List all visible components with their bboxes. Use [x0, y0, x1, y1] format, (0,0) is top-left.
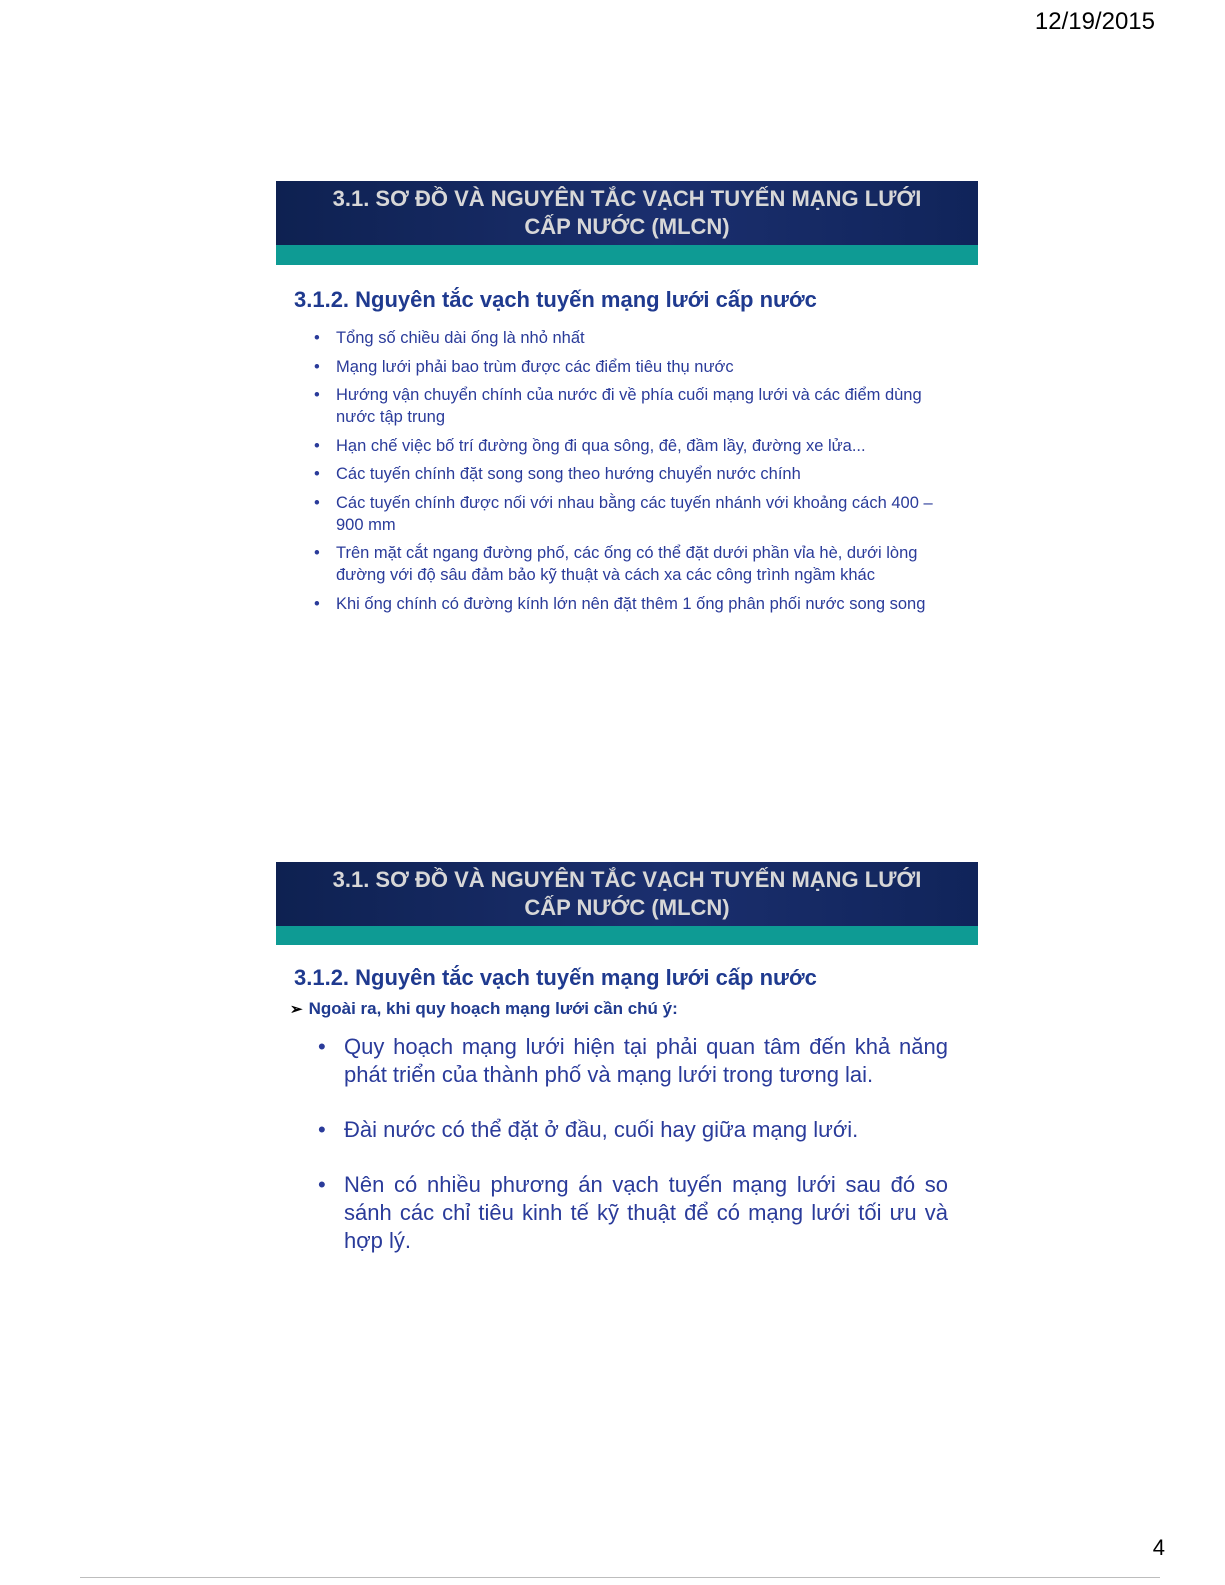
- bullet-icon: •: [314, 493, 320, 512]
- slide-banner: [276, 862, 978, 926]
- list-item: [314, 542, 978, 586]
- list-item: [318, 1171, 978, 1255]
- section-title: 3.1.2. Nguyên tắc vạch tuyến mạng lưới cấp nước: [294, 287, 817, 312]
- bullet-icon: •: [314, 594, 320, 613]
- list-item-text: Trên mặt cắt ngang đường phố, các ống có thể đặt dưới phần vỉa hè, dưới lòng đường với độ sâu đảm bảo kỹ thuật và cách xa các công trình ngầm khác: [336, 544, 918, 584]
- bullet-icon: •: [314, 357, 320, 376]
- banner-accent-bar: [276, 926, 978, 945]
- banner-title-line2: CẤP NƯỚC (MLCN): [524, 214, 730, 239]
- planning-note: [290, 999, 978, 1019]
- list-item-text: Các tuyến chính được nối với nhau bằng các tuyến nhánh với khoảng cách 400 – 900 mm: [336, 493, 933, 534]
- list-item: [314, 492, 978, 536]
- list-item-text: Khi ống chính có đường kính lớn nên đặt thêm 1 ống phân phối nước song song: [336, 594, 926, 613]
- banner-title: [333, 185, 922, 241]
- bullet-icon: •: [314, 329, 320, 347]
- list-item-text: Các tuyến chính đặt song song theo hướng chuyển nước chính: [336, 465, 801, 483]
- list-item: [314, 327, 978, 349]
- list-item: [318, 1033, 978, 1089]
- list-item: [314, 463, 978, 485]
- slide-banner: [276, 181, 978, 245]
- slide-1: [276, 181, 978, 621]
- bullet-icon: •: [318, 1034, 326, 1059]
- list-item: [314, 435, 978, 457]
- list-item: [314, 356, 978, 378]
- list-item: [314, 593, 978, 615]
- bottom-divider: [80, 1577, 1160, 1578]
- list-item-text: Quy hoạch mạng lưới hiện tại phải quan tâm đến khả năng phát triển của thành phố và mạng lưới trong tương lai.: [344, 1034, 948, 1087]
- bullet-icon: •: [318, 1172, 326, 1197]
- page-date: 12/19/2015: [1034, 8, 1155, 35]
- list-item-text: Hướng vận chuyển chính của nước đi về phía cuối mạng lưới và các điểm dùng nước tập trung: [336, 386, 922, 426]
- bullet-icon: •: [314, 465, 320, 483]
- list-item: [314, 384, 978, 428]
- list-item-text: Tổng số chiều dài ống là nhỏ nhất: [336, 329, 585, 347]
- bullet-icon: •: [314, 436, 320, 455]
- principles-list: [276, 327, 978, 615]
- planning-note-text: Ngoài ra, khi quy hoạch mạng lưới cần chú ý:: [308, 999, 678, 1018]
- list-item-text: Mạng lưới phải bao trùm được các điểm tiêu thụ nước: [336, 357, 734, 376]
- list-item-text: Nên có nhiều phương án vạch tuyến mạng lưới sau đó so sánh các chỉ tiêu kinh tế kỹ thuật để có mạng lưới tối ưu và hợp lý.: [344, 1172, 948, 1253]
- banner-accent-bar: [276, 245, 978, 265]
- planning-list: [276, 1033, 978, 1255]
- list-item: [318, 1116, 978, 1144]
- section-title: 3.1.2. Nguyên tắc vạch tuyến mạng lưới cấp nước: [294, 965, 817, 990]
- banner-title-line1: 3.1. SƠ ĐỒ VÀ NGUYÊN TẮC VẠCH TUYẾN MẠNG LƯỚI: [332, 867, 922, 892]
- banner-title-line2: CẤP NƯỚC (MLCN): [524, 895, 730, 920]
- list-item-text: Đài nước có thể đặt ở đầu, cuối hay giữa mạng lưới.: [344, 1117, 859, 1142]
- page-number: 4: [1152, 1535, 1165, 1560]
- bullet-icon: •: [314, 544, 320, 562]
- banner-title: [333, 866, 922, 922]
- slide-2: [276, 862, 978, 1282]
- arrow-bullet-icon: ➢: [290, 1001, 303, 1018]
- banner-title-line1: 3.1. SƠ ĐỒ VÀ NGUYÊN TẮC VẠCH TUYẾN MẠNG LƯỚI: [332, 186, 922, 211]
- list-item-text: Hạn chế việc bố trí đường ồng đi qua sông, đê, đầm lầy, đường xe lửa...: [336, 436, 866, 455]
- bullet-icon: •: [318, 1117, 326, 1142]
- bullet-icon: •: [314, 386, 320, 404]
